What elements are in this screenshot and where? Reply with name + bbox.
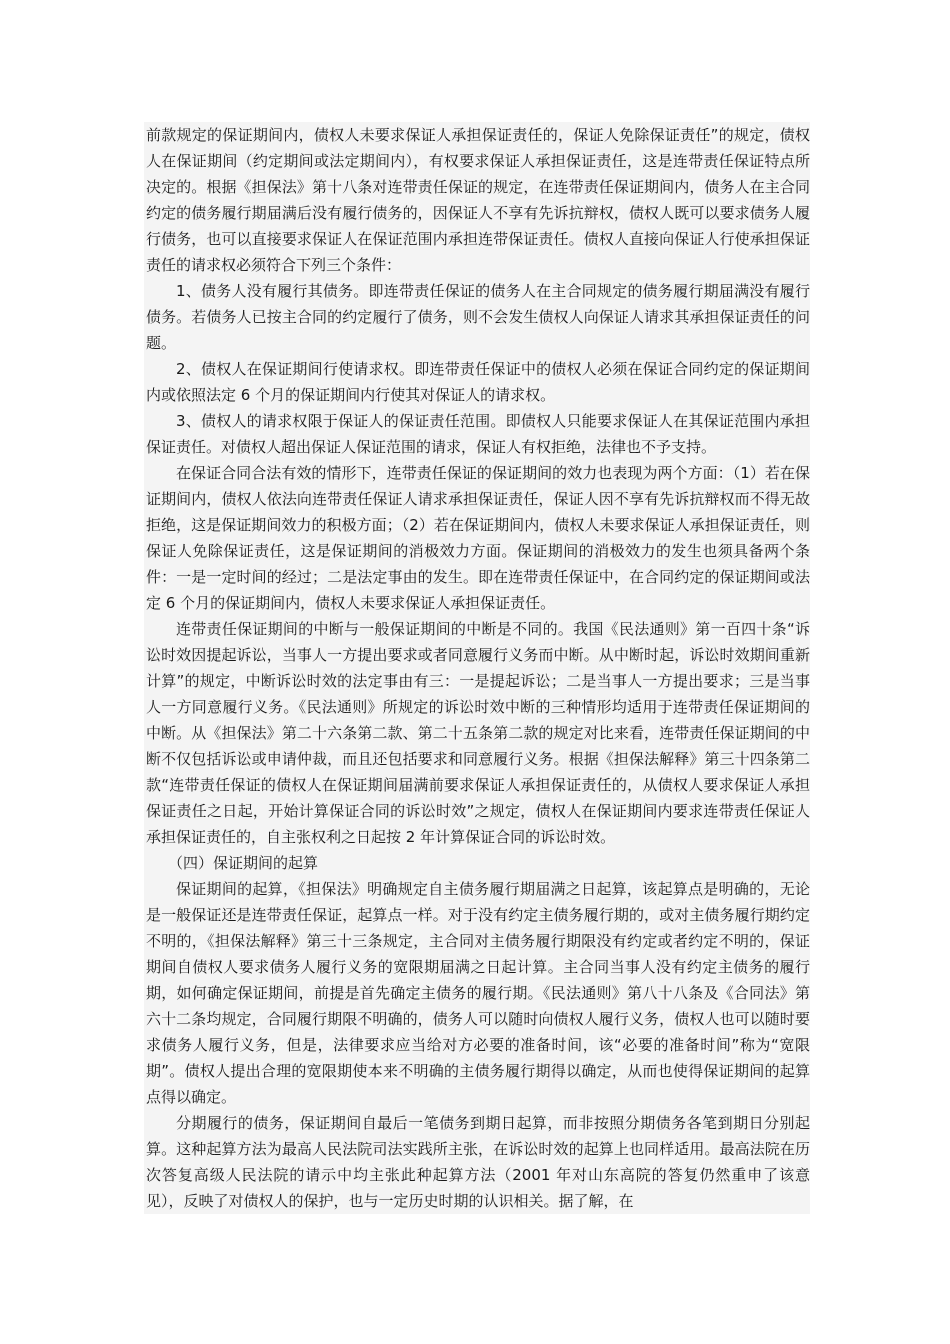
paragraph: 前款规定的保证期间内，债权人未要求保证人承担保证责任的，保证人免除保证责任”的规定，债权人在保证期间（约定期间或法定期间内），有权要求保证人承担保证责任，这是连带责任保证特点所决定的。根据《担保法》第十八条对连带责任保证的规定，在连带责任保证期间内，债务人在主合同约定的债务履行期届满后没有履行债务的，因保证人不享有先诉抗辩权，债权人既可以要求债务人履行债务，也可以直接要求保证人在保证范围内承担连带保证责任。债权人直接向保证人行使承担保证责任的请求权必须符合下列三个条件：	[144, 122, 810, 278]
document-body	[144, 122, 810, 1214]
paragraph: 分期履行的债务，保证期间自最后一笔债务到期日起算，而非按照分期债务各笔到期日分别起算。这种起算方法为最高人民法院司法实践所主张，在诉讼时效的起算上也同样适用。最高法院在历次答复高级人民法院的请示中均主张此种起算方法（2001 年对山东高院的答复仍然重申了该意见），反映了对债权人的保护，也与一定历史时期的认识相关。据了解，在	[144, 1110, 810, 1214]
paragraph: 连带责任保证期间的中断与一般保证期间的中断是不同的。我国《民法通则》第一百四十条“诉讼时效因提起诉讼，当事人一方提出要求或者同意履行义务而中断。从中断时起，诉讼时效期间重新计算”的规定，中断诉讼时效的法定事由有三：一是提起诉讼；二是当事人一方提出要求；三是当事人一方同意履行义务。《民法通则》所规定的诉讼时效中断的三种情形均适用于连带责任保证期间的中断。从《担保法》第二十六条第二款、第二十五条第二款的规定对比来看，连带责任保证期间的中断不仅包括诉讼或申请仲裁，而且还包括要求和同意履行义务。根据《担保法解释》第三十四条第二款“连带责任保证的债权人在保证期间届满前要求保证人承担保证责任的，从债权人要求保证人承担保证责任之日起，开始计算保证合同的诉讼时效”之规定，债权人在保证期间内要求连带责任保证人承担保证责任的，自主张权利之日起按 2 年计算保证合同的诉讼时效。	[144, 616, 810, 850]
paragraph: 3、债权人的请求权限于保证人的保证责任范围。即债权人只能要求保证人在其保证范围内承担保证责任。对债权人超出保证人保证范围的请求，保证人有权拒绝，法律也不予支持。	[144, 408, 810, 460]
paragraph: 2、债权人在保证期间行使请求权。即连带责任保证中的债权人必须在保证合同约定的保证期间内或依照法定 6 个月的保证期间内行使其对保证人的请求权。	[144, 356, 810, 408]
paragraph: 1、债务人没有履行其债务。即连带责任保证的债务人在主合同规定的债务履行期届满没有履行债务。若债务人已按主合同的约定履行了债务，则不会发生债权人向保证人请求其承担保证责任的问题。	[144, 278, 810, 356]
paragraph: 保证期间的起算，《担保法》明确规定自主债务履行期届满之日起算，该起算点是明确的，无论是一般保证还是连带责任保证，起算点一样。对于没有约定主债务履行期的，或对主债务履行期约定不明的，《担保法解释》第三十三条规定，主合同对主债务履行期限没有约定或者约定不明的，保证期间自债权人要求债务人履行义务的宽限期届满之日起计算。主合同当事人没有约定主债务的履行期，如何确定保证期间，前提是首先确定主债务的履行期。《民法通则》第八十八条及《合同法》第六十二条均规定，合同履行期限不明确的，债务人可以随时向债权人履行义务，债权人也可以随时要求债务人履行义务，但是，法律要求应当给对方必要的准备时间，该“必要的准备时间”称为“宽限期”。债权人提出合理的宽限期使本来不明确的主债务履行期得以确定，从而也使得保证期间的起算点得以确定。	[144, 876, 810, 1110]
section-heading: （四）保证期间的起算	[144, 850, 810, 876]
paragraph: 在保证合同合法有效的情形下，连带责任保证的保证期间的效力也表现为两个方面：（1）若在保证期间内，债权人依法向连带责任保证人请求承担保证责任，保证人因不享有先诉抗辩权而不得无故拒绝，这是保证期间效力的积极方面；（2）若在保证期间内，债权人未要求保证人承担保证责任，则保证人免除保证责任，这是保证期间的消极效力方面。保证期间的消极效力的发生也须具备两个条件：一是一定时间的经过；二是法定事由的发生。即在连带责任保证中，在合同约定的保证期间或法定 6 个月的保证期间内，债权人未要求保证人承担保证责任。	[144, 460, 810, 616]
